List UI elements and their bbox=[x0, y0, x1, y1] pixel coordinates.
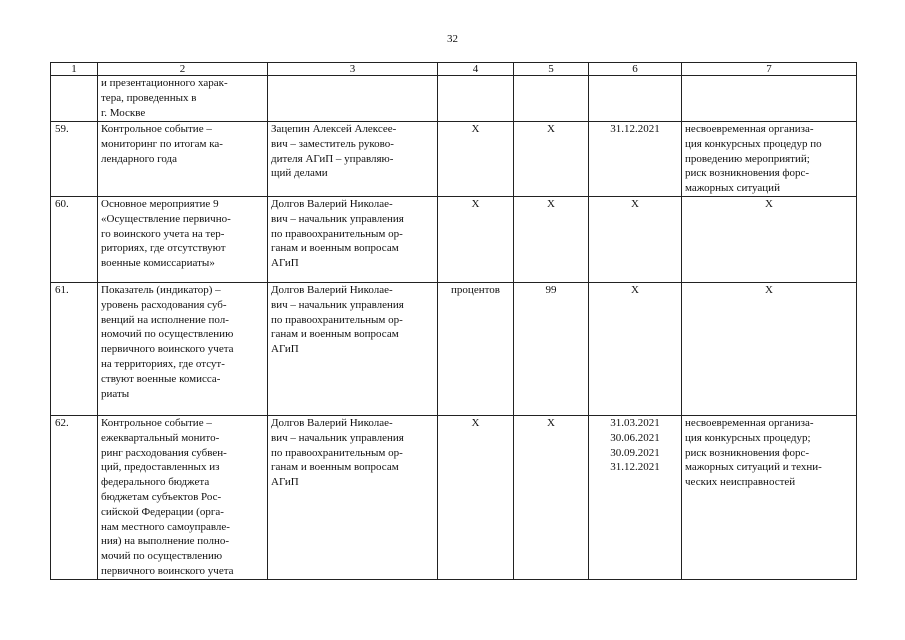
cell-line: ганам и военным вопросам bbox=[271, 328, 399, 341]
cell-line: риаты bbox=[101, 387, 130, 400]
cell-line: АГиП bbox=[271, 257, 299, 270]
cell-line: федерального бюджета bbox=[101, 476, 210, 489]
row-number-cell bbox=[51, 282, 98, 415]
cell-line: дителя АГиП – управляю- bbox=[271, 152, 394, 165]
table-row bbox=[51, 282, 857, 415]
cell-line: ежеквартальный монито- bbox=[101, 431, 220, 444]
column-header-4: 4 bbox=[438, 63, 514, 76]
cell-text: 60. bbox=[55, 197, 69, 210]
cell-line: Х bbox=[631, 197, 639, 210]
cell-line: номочий по осуществлению bbox=[101, 328, 234, 341]
cell-text: Х bbox=[547, 416, 555, 429]
cell-line: 31.12.2021 bbox=[610, 461, 660, 474]
cell-line: ганам и военным вопросам bbox=[271, 242, 399, 255]
dates-cell bbox=[589, 415, 682, 579]
cell-line: Долгов Валерий Николае- bbox=[271, 197, 393, 210]
cell-line: Х bbox=[631, 283, 639, 296]
cell-line: несвоевременная организа- bbox=[685, 416, 814, 429]
row-number-cell bbox=[51, 196, 98, 282]
cell-line: несвоевременная организа- bbox=[685, 123, 814, 135]
cell-line: тера, проведенных в bbox=[101, 91, 197, 104]
cell-line: мониторинг по итогам ка- bbox=[101, 137, 223, 150]
cell-line: ния) на выполнение полно- bbox=[101, 535, 230, 548]
cell-line: ция конкурсных процедур; bbox=[685, 431, 811, 444]
cell-line: по правоохранительным ор- bbox=[271, 313, 403, 326]
column-header-2: 2 bbox=[98, 63, 268, 76]
responsible-cell bbox=[268, 415, 438, 579]
cell-line: вич – начальник управления bbox=[271, 212, 404, 225]
unit-cell bbox=[438, 122, 514, 197]
cell-line: уровень расходования суб- bbox=[101, 298, 227, 311]
dates-cell bbox=[589, 76, 682, 122]
column-header-3: 3 bbox=[268, 63, 438, 76]
activity-name-cell bbox=[98, 415, 268, 579]
cell-text: 61. bbox=[55, 283, 69, 296]
value-cell bbox=[514, 196, 589, 282]
cell-line: риск возникновения форс- bbox=[685, 446, 810, 459]
value-cell bbox=[514, 76, 589, 122]
cell-text: Х bbox=[547, 123, 555, 135]
activity-name-cell bbox=[98, 122, 268, 197]
row-number-cell bbox=[51, 122, 98, 197]
cell-line: лендарного года bbox=[101, 152, 178, 165]
cell-text: Х bbox=[471, 197, 480, 210]
responsible-cell bbox=[268, 122, 438, 197]
cell-line: военные комиссариаты» bbox=[101, 257, 215, 270]
cell-line: мажорных ситуаций bbox=[685, 182, 780, 195]
cell-line: вич – начальник управления bbox=[271, 298, 404, 311]
responsible-cell bbox=[268, 196, 438, 282]
cell-line: 31.12.2021 bbox=[610, 123, 660, 135]
plan-table bbox=[50, 62, 857, 580]
cell-line: АГиП bbox=[271, 476, 299, 489]
cell-text: 99 bbox=[545, 283, 557, 296]
cell-line: вич – заместитель руково- bbox=[271, 137, 394, 150]
cell-text: 62. bbox=[55, 416, 69, 429]
cell-line: г. Москве bbox=[101, 106, 146, 119]
value-cell bbox=[514, 282, 589, 415]
cell-line: Контрольное событие – bbox=[101, 123, 212, 135]
cell-line: Х bbox=[765, 283, 773, 296]
unit-cell bbox=[438, 76, 514, 122]
value-cell bbox=[514, 415, 589, 579]
column-header-5: 5 bbox=[514, 63, 589, 76]
cell-line: по правоохранительным ор- bbox=[271, 227, 403, 240]
cell-line: ганам и военным вопросам bbox=[271, 461, 399, 474]
cell-line: Долгов Валерий Николае- bbox=[271, 416, 393, 429]
column-header-7: 7 bbox=[682, 63, 857, 76]
cell-line: ческих неисправностей bbox=[685, 476, 796, 489]
risks-cell bbox=[682, 76, 857, 122]
dates-cell bbox=[589, 196, 682, 282]
cell-line: по правоохранительным ор- bbox=[271, 446, 403, 459]
table-row bbox=[51, 122, 857, 197]
cell-line: 30.06.2021 bbox=[610, 431, 660, 444]
cell-line: Долгов Валерий Николае- bbox=[271, 283, 393, 296]
cell-line: АГиП bbox=[271, 343, 299, 356]
page-number: 32 bbox=[447, 33, 458, 45]
cell-text: 59. bbox=[55, 123, 69, 135]
column-header-1: 1 bbox=[51, 63, 98, 76]
unit-cell bbox=[438, 282, 514, 415]
risks-cell bbox=[682, 196, 857, 282]
cell-line: ринг расходования субвен- bbox=[101, 446, 227, 459]
value-cell bbox=[514, 122, 589, 197]
cell-line: первичного воинского учета bbox=[101, 343, 234, 356]
activity-name-cell bbox=[98, 196, 268, 282]
unit-cell bbox=[438, 196, 514, 282]
row-number-cell bbox=[51, 76, 98, 122]
cell-line: 31.03.2021 bbox=[610, 416, 660, 429]
unit-cell bbox=[438, 415, 514, 579]
dates-cell bbox=[589, 122, 682, 197]
cell-line: Показатель (индикатор) – bbox=[101, 283, 221, 296]
activity-name-cell bbox=[98, 76, 268, 122]
cell-text: Х bbox=[471, 416, 480, 429]
cell-line: ствуют военные комисса- bbox=[101, 372, 221, 385]
cell-line: Контрольное событие – bbox=[101, 416, 212, 429]
responsible-cell bbox=[268, 282, 438, 415]
cell-line: Зацепин Алексей Алексее- bbox=[271, 123, 397, 135]
risks-cell bbox=[682, 415, 857, 579]
cell-line: «Осуществление первично- bbox=[101, 212, 231, 225]
table-row bbox=[51, 76, 857, 122]
cell-line: сийской Федерации (орга- bbox=[101, 505, 224, 518]
activity-name-cell bbox=[98, 282, 268, 415]
cell-text: Х bbox=[547, 197, 555, 210]
cell-line: венций на исполнение пол- bbox=[101, 313, 229, 326]
risks-cell bbox=[682, 282, 857, 415]
header-row bbox=[51, 63, 857, 76]
cell-line: вич – начальник управления bbox=[271, 431, 404, 444]
cell-line: мажорных ситуаций и техни- bbox=[685, 461, 822, 474]
table-row bbox=[51, 196, 857, 282]
table-body bbox=[51, 76, 857, 580]
cell-line: риск возникновения форс- bbox=[685, 167, 810, 180]
table-row bbox=[51, 415, 857, 579]
risks-cell bbox=[682, 122, 857, 197]
dates-cell bbox=[589, 282, 682, 415]
responsible-cell bbox=[268, 76, 438, 122]
cell-line: ция конкурсных процедур по bbox=[685, 137, 822, 150]
cell-line: и презентационного харак- bbox=[101, 77, 228, 89]
cell-line: проведению мероприятий; bbox=[685, 152, 810, 165]
cell-line: Основное мероприятие 9 bbox=[101, 197, 219, 210]
cell-line: первичного воинского учета bbox=[101, 564, 234, 577]
cell-line: ций, предоставленных из bbox=[101, 461, 220, 474]
cell-line: 30.09.2021 bbox=[610, 446, 660, 459]
cell-line: нам местного самоуправле- bbox=[101, 520, 230, 533]
cell-line: на территориях, где отсут- bbox=[101, 357, 225, 370]
cell-text: Х bbox=[471, 123, 480, 135]
row-number-cell bbox=[51, 415, 98, 579]
cell-line: мочий по осуществлению bbox=[101, 550, 223, 563]
cell-line: риториях, где отсутствуют bbox=[101, 242, 226, 255]
cell-text: процентов bbox=[451, 283, 500, 296]
column-header-6: 6 bbox=[589, 63, 682, 76]
cell-line: Х bbox=[765, 197, 773, 210]
cell-line: щий делами bbox=[271, 167, 328, 180]
cell-line: го воинского учета на тер- bbox=[101, 227, 225, 240]
cell-line: бюджетам субъектов Рос- bbox=[101, 490, 222, 503]
